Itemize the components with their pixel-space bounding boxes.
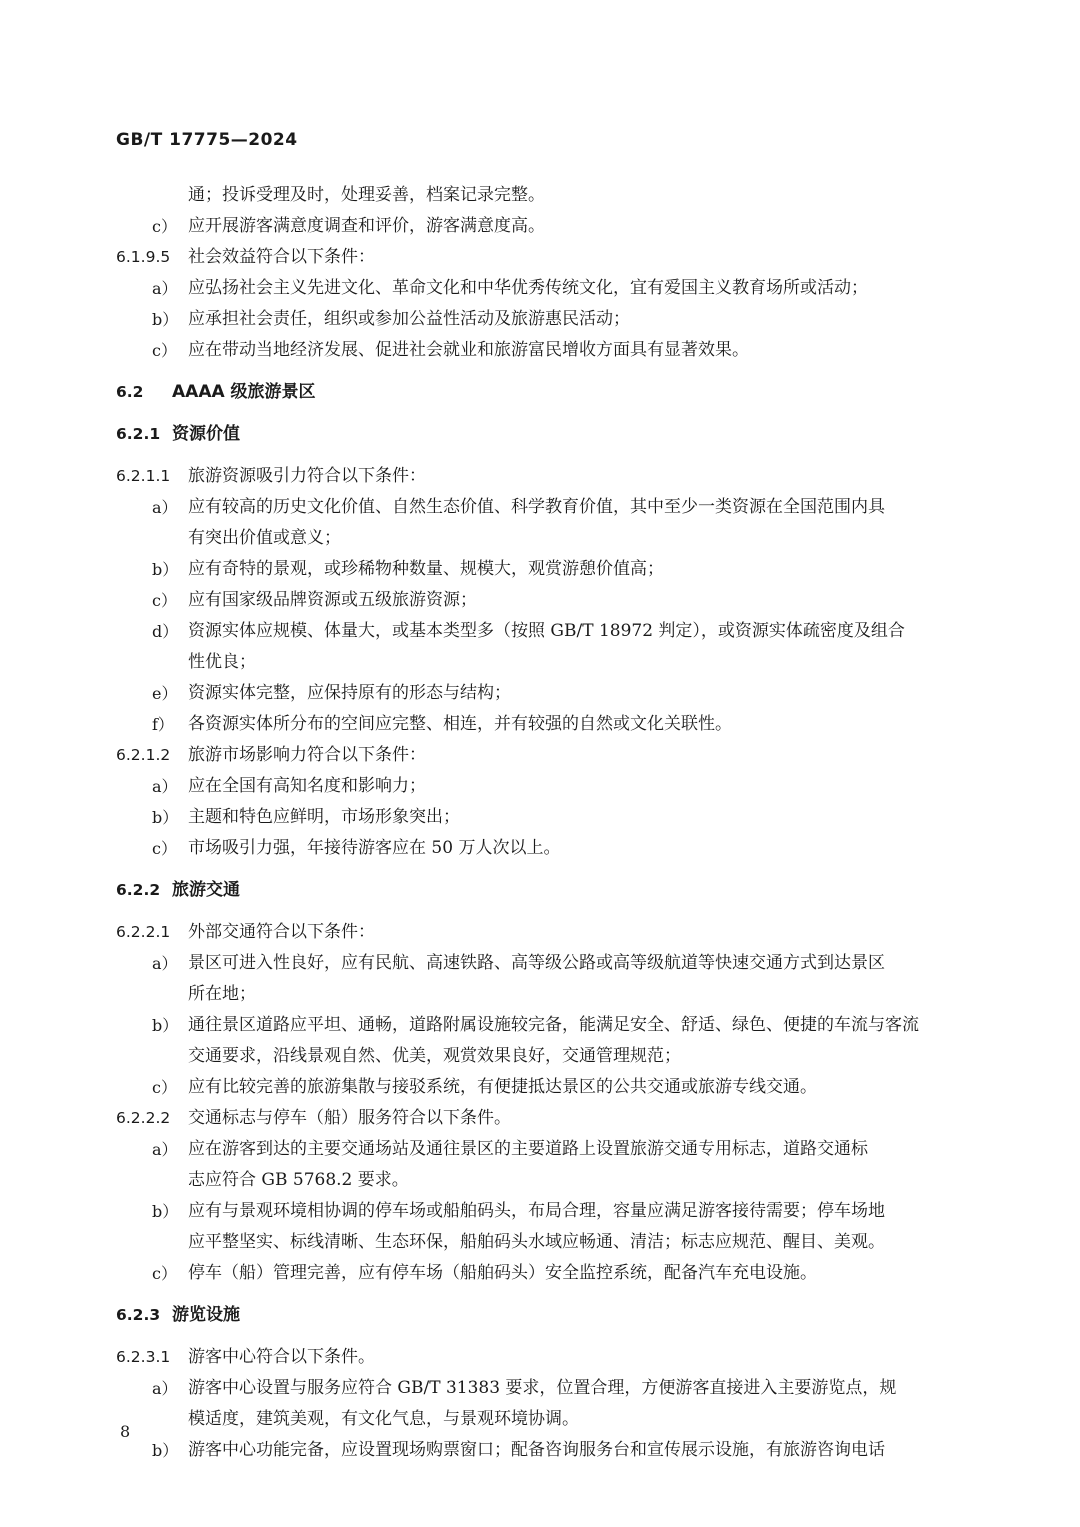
clause — [0, 242, 1080, 273]
clause-text: 社会效益符合以下条件： — [188, 247, 375, 267]
list-marker: b） — [152, 808, 179, 827]
list-item — [0, 1258, 1080, 1289]
continuation-line — [0, 1041, 1080, 1072]
list-item — [0, 833, 1080, 864]
clause — [0, 1342, 1080, 1373]
list-item — [0, 1010, 1080, 1041]
list-item-text: 应在全国有高知名度和影响力； — [188, 776, 426, 796]
section-heading — [0, 875, 1080, 906]
list-item — [0, 1072, 1080, 1103]
continuation-line — [0, 979, 1080, 1010]
spacer — [0, 450, 1080, 461]
clause-number: 6.2.1.1 — [116, 467, 171, 485]
section-title: 游览设施 — [172, 1305, 240, 1325]
section-heading — [0, 419, 1080, 450]
list-item-text: 市场吸引力强，年接待游客应在 50 万人次以上。 — [188, 838, 561, 858]
list-item-text: 应承担社会责任，组织或参加公益性活动及旅游惠民活动； — [188, 309, 630, 329]
list-item — [0, 1196, 1080, 1227]
section-number: 6.2.3 — [116, 1306, 161, 1324]
continuation-line — [0, 1227, 1080, 1258]
list-item — [0, 771, 1080, 802]
list-item-text: 应在游客到达的主要交通场站及通往景区的主要道路上设置旅游交通专用标志，道路交通标 — [188, 1139, 868, 1159]
page-number: 8 — [120, 1422, 131, 1441]
list-item-text: 应有与景观环境相协调的停车场或船舶码头，布局合理，容量应满足游客接待需要；停车场地 — [188, 1201, 885, 1221]
list-marker: a） — [152, 1379, 178, 1398]
spacer — [0, 1331, 1080, 1342]
section-title: AAAA 级旅游景区 — [172, 382, 316, 402]
list-item — [0, 1435, 1080, 1466]
clause-text: 旅游资源吸引力符合以下条件： — [188, 466, 426, 486]
list-marker: b） — [152, 1016, 179, 1035]
list-item — [0, 1373, 1080, 1404]
list-item-text: 应弘扬社会主义先进文化、革命文化和中华优秀传统文化，宜有爱国主义教育场所或活动； — [188, 278, 868, 298]
list-item-text: 应在带动当地经济发展、促进社会就业和旅游富民增收方面具有显著效果。 — [188, 340, 749, 360]
list-marker: c） — [152, 591, 177, 610]
continuation-text: 通；投诉受理及时，处理妥善，档案记录完整。 — [188, 185, 545, 205]
clause-text: 交通标志与停车（船）服务符合以下条件。 — [188, 1108, 511, 1128]
clause-number: 6.1.9.5 — [116, 248, 171, 266]
spacer — [0, 366, 1080, 377]
standard-code: GB/T 17775—2024 — [116, 130, 298, 150]
list-item-text: 应有较高的历史文化价值、自然生态价值、科学教育价值，其中至少一类资源在全国范围内具 — [188, 497, 885, 517]
list-marker: c） — [152, 341, 177, 360]
list-marker: b） — [152, 560, 179, 579]
spacer — [0, 906, 1080, 917]
list-item-text: 停车（船）管理完善，应有停车场（船舶码头）安全监控系统，配备汽车充电设施。 — [188, 1263, 817, 1283]
list-item — [0, 678, 1080, 709]
section-title: 资源价值 — [172, 424, 240, 444]
continuation-line — [0, 180, 1080, 211]
list-item — [0, 802, 1080, 833]
list-item — [0, 335, 1080, 366]
section-heading — [0, 377, 1080, 408]
continuation-text: 志应符合 GB 5768.2 要求。 — [188, 1170, 409, 1190]
clause-text: 外部交通符合以下条件： — [188, 922, 375, 942]
continuation-text: 模适度，建筑美观，有文化气息，与景观环境协调。 — [188, 1409, 579, 1429]
list-marker: c） — [152, 1264, 177, 1283]
list-marker: a） — [152, 279, 178, 298]
list-item-text: 通往景区道路应平坦、通畅，道路附属设施较完备，能满足安全、舒适、绿色、便捷的车流与客流 — [188, 1015, 919, 1035]
section-heading — [0, 1300, 1080, 1331]
list-item — [0, 1134, 1080, 1165]
spacer — [0, 1289, 1080, 1300]
list-marker: c） — [152, 217, 177, 236]
list-item-text: 应有比较完善的旅游集散与接驳系统，有便捷抵达景区的公共交通或旅游专线交通。 — [188, 1077, 817, 1097]
section-number: 6.2.2 — [116, 881, 161, 899]
list-marker: b） — [152, 1202, 179, 1221]
continuation-text: 交通要求，沿线景观自然、优美，观赏效果良好，交通管理规范； — [188, 1046, 681, 1066]
list-item — [0, 492, 1080, 523]
list-item-text: 资源实体应规模、体量大，或基本类型多（按照 GB/T 18972 判定），或资源实体疏密度及组合 — [188, 621, 905, 641]
spacer — [0, 864, 1080, 875]
continuation-text: 应平整坚实、标线清晰、生态环保，船舶码头水域应畅通、清洁；标志应规范、醒目、美观。 — [188, 1232, 885, 1252]
list-marker: a） — [152, 777, 178, 796]
section-number: 6.2.1 — [116, 425, 161, 443]
clause-number: 6.2.2.1 — [116, 923, 171, 941]
list-item-text: 游客中心设置与服务应符合 GB/T 31383 要求，位置合理，方便游客直接进入主要游览点，规 — [188, 1378, 897, 1398]
clause — [0, 740, 1080, 771]
continuation-text: 性优良； — [188, 652, 256, 672]
list-item-text: 游客中心功能完备，应设置现场购票窗口；配备咨询服务台和宣传展示设施，有旅游咨询电话 — [188, 1440, 885, 1460]
list-item-text: 应开展游客满意度调查和评价，游客满意度高。 — [188, 216, 545, 236]
continuation-line — [0, 1165, 1080, 1196]
clause-number: 6.2.3.1 — [116, 1348, 171, 1366]
list-marker: a） — [152, 1140, 178, 1159]
clause — [0, 461, 1080, 492]
list-marker: c） — [152, 839, 177, 858]
clause — [0, 917, 1080, 948]
list-marker: a） — [152, 498, 178, 517]
continuation-line — [0, 647, 1080, 678]
list-item-text: 应有国家级品牌资源或五级旅游资源； — [188, 590, 477, 610]
list-marker: c） — [152, 1078, 177, 1097]
spacer — [0, 408, 1080, 419]
document-body — [0, 180, 1080, 1466]
clause-number: 6.2.2.2 — [116, 1109, 171, 1127]
continuation-line — [0, 1404, 1080, 1435]
list-item — [0, 273, 1080, 304]
continuation-line — [0, 523, 1080, 554]
list-marker: d） — [152, 622, 179, 641]
list-item-text: 资源实体完整，应保持原有的形态与结构； — [188, 683, 511, 703]
list-item — [0, 616, 1080, 647]
list-item — [0, 554, 1080, 585]
list-marker: b） — [152, 1441, 179, 1460]
list-marker: e） — [152, 684, 178, 703]
list-item — [0, 304, 1080, 335]
list-item — [0, 709, 1080, 740]
list-item-text: 景区可进入性良好，应有民航、高速铁路、高等级公路或高等级航道等快速交通方式到达景区 — [188, 953, 885, 973]
section-number: 6.2 — [116, 383, 144, 401]
section-title: 旅游交通 — [172, 880, 240, 900]
list-marker: f） — [152, 715, 174, 734]
continuation-text: 有突出价值或意义； — [188, 528, 341, 548]
list-item-text: 主题和特色应鲜明，市场形象突出； — [188, 807, 460, 827]
clause-text: 旅游市场影响力符合以下条件： — [188, 745, 426, 765]
list-item-text: 各资源实体所分布的空间应完整、相连，并有较强的自然或文化关联性。 — [188, 714, 732, 734]
continuation-text: 所在地； — [188, 984, 256, 1004]
clause-number: 6.2.1.2 — [116, 746, 171, 764]
list-marker: b） — [152, 310, 179, 329]
list-marker: a） — [152, 954, 178, 973]
list-item — [0, 948, 1080, 979]
list-item-text: 应有奇特的景观，或珍稀物种数量、规模大，观赏游憩价值高； — [188, 559, 664, 579]
list-item — [0, 211, 1080, 242]
clause — [0, 1103, 1080, 1134]
clause-text: 游客中心符合以下条件。 — [188, 1347, 375, 1367]
list-item — [0, 585, 1080, 616]
